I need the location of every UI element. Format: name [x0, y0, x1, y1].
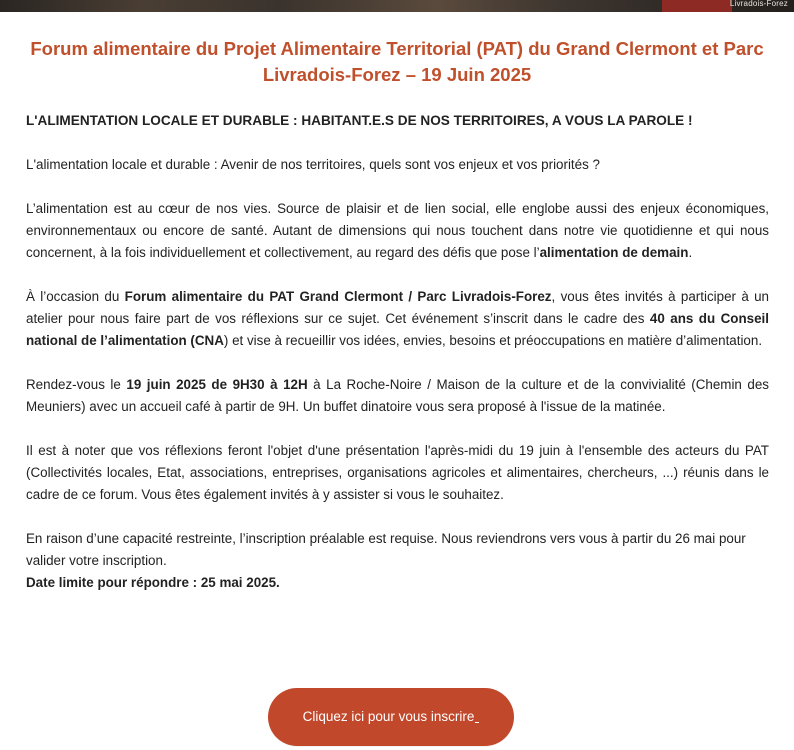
deadline-text: Date limite pour répondre : 25 mai 2025.	[26, 575, 280, 590]
banner-logo-stripe	[662, 0, 732, 12]
forum-text-1: À l’occasion du	[26, 289, 125, 304]
paragraph-registration: En raison d’une capacité restreinte, l’inscription préalable est requise. Nous reviendrons vers vous à partir du 26 mai pour valider votre inscription.	[26, 531, 746, 568]
paragraph-context-end: .	[688, 245, 693, 260]
article-body	[26, 110, 769, 594]
text-cursor-icon	[475, 722, 479, 723]
paragraph-rendezvous	[26, 374, 769, 418]
headline: L'ALIMENTATION LOCALE ET DURABLE : HABITANT.E.S DE NOS TERRITOIRES, A VOUS LA PAROLE !	[26, 113, 693, 128]
rendezvous-text-2: à La Roche-Noire / Maison de la culture et de la convivialité (Chemin des Meuniers) avec un accueil café à partir de 9H. Un buffet dinatoire vous sera proposé à l'issue de la matinée.	[26, 377, 769, 414]
register-button-wrap	[268, 688, 514, 750]
paragraph-context	[26, 198, 769, 264]
forum-text-2: , vous êtes invités à participer à un atelier pour nous faire part de vos réflexions sur ce sujet. Cet événement s’inscrit dans le cadre des	[26, 289, 769, 326]
paragraph-context-text: L’alimentation est au cœur de nos vies. Source de plaisir et de lien social, elle englobe aussi des enjeux économiques, environnementaux ou encore de santé. Autant de dimensions qui nous touchent dans notre vie quotidienne et qui nous concernent, à la fois individuellement et collectivement, au regard des défis que pose l’	[26, 201, 769, 260]
register-button[interactable]	[268, 688, 514, 746]
register-button-label: Cliquez ici pour vous inscrire	[302, 709, 475, 724]
banner-caption: Livradois-Forez	[729, 0, 788, 8]
paragraph-forum	[26, 286, 769, 352]
forum-text-3: ) et vise à recueillir vos idées, envies, besoins et préoccupations en matière d’alimentation.	[223, 333, 763, 348]
rendezvous-text-1: Rendez-vous le	[26, 377, 127, 392]
intro-paragraph: L'alimentation locale et durable : Avenir de nos territoires, quels sont vos enjeux et vos priorités ?	[26, 157, 600, 172]
paragraph-context-bold: alimentation de demain	[539, 245, 689, 260]
forum-name: Forum alimentaire du PAT Grand Clermont / Parc Livradois-Forez	[124, 289, 552, 304]
paragraph-presentation: Il est à noter que vos réflexions feront l'objet d'une présentation l'après-midi du 19 juin à l'ensemble des acteurs du PAT (Collectivités locales, Etat, associations, entreprises, organisations agricoles et alimentaires, chercheurs, ...) réunis dans le cadre de ce forum. Vous êtes également invités à y assister si vous le souhaitez.	[26, 443, 769, 502]
header-banner-image	[0, 0, 794, 12]
page-title: Forum alimentaire du Projet Alimentaire Territorial (PAT) du Grand Clermont et Parc Livradois-Forez – 19 Juin 2025	[30, 38, 764, 85]
event-date-time: 19 juin 2025 de 9H30 à 12H	[126, 377, 308, 392]
cna-anniversary: 40 ans du Conseil national de l’alimentation (CNA	[26, 311, 769, 348]
